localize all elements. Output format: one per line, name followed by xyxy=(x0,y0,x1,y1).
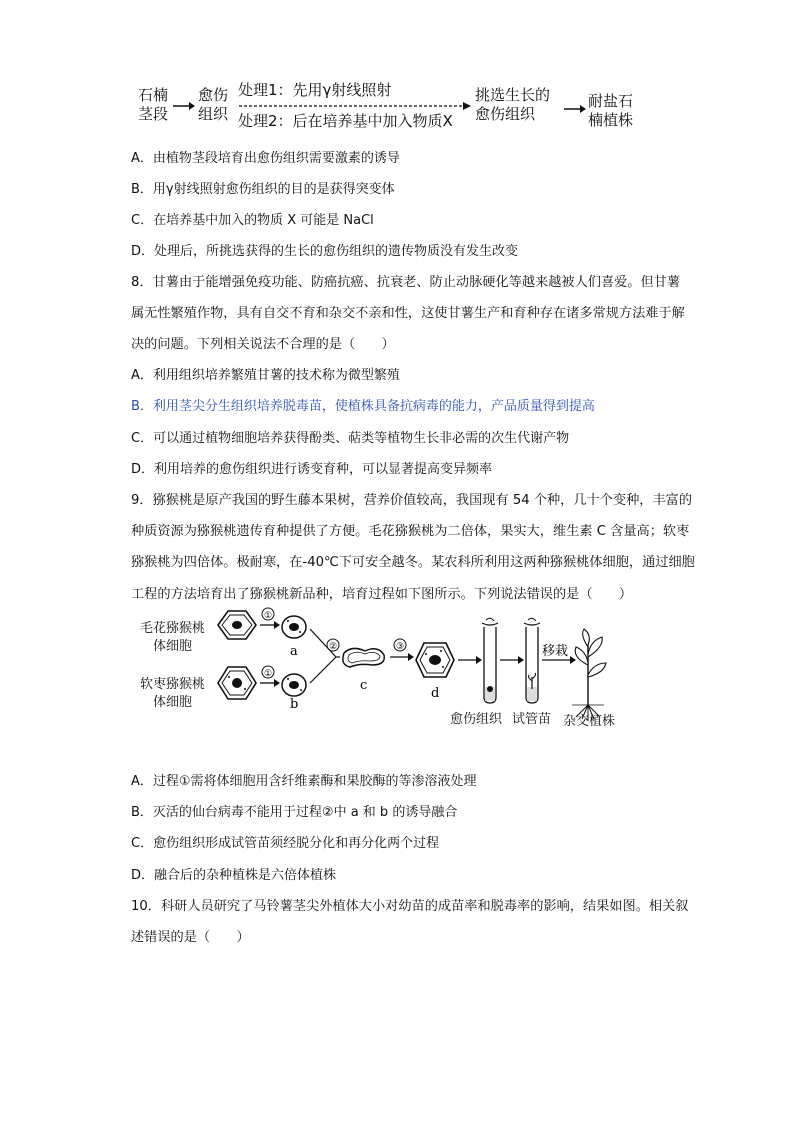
q9-stem-line-2: 种质资源为猕猴桃遗传育种提供了方便。毛花猕猴桃为二倍体，果实大，维生素 C 含量高；软枣 xyxy=(131,524,690,539)
step-1-top: ① xyxy=(264,611,273,621)
cell2-label: 软枣猕猴桃 体细胞 xyxy=(140,677,206,710)
plant-cell-1-icon xyxy=(218,611,256,639)
converge-line-bottom xyxy=(310,657,336,683)
plant-cell-2-icon xyxy=(218,667,256,699)
flow-callus: 愈伤 组织 xyxy=(198,86,229,123)
callus-label: 愈伤组织 xyxy=(450,712,503,727)
flow-selected: 挑选生长的 愈伤组织 xyxy=(475,86,551,123)
test-tube-callus-icon xyxy=(482,618,498,703)
q8-stem-line-1: 8．甘薯由于能增强免疫功能、防癌抗癌、抗衰老、防止动脉硬化等越来越被人们喜爱。但甘薯 xyxy=(131,275,681,290)
hybrid-plant-icon xyxy=(572,629,606,721)
label-c: c xyxy=(360,678,368,693)
label-b: b xyxy=(290,697,299,712)
arrowhead-icon xyxy=(518,656,524,664)
arrowhead-icon xyxy=(570,656,576,664)
q10-stem-line-1: 10．科研人员研究了马铃薯茎尖外植体大小对幼苗的成苗率和脱毒率的影响，结果如图。相关叙 xyxy=(131,899,689,914)
fused-cell-c-icon xyxy=(343,648,384,667)
q9-stem-line-3: 猕猴桃为四倍体。极耐寒，在-40℃下可安全越冬。某农科所利用这两种猕猴桃体细胞，通过细胞 xyxy=(131,555,695,570)
q7-option-c: C．在培养基中加入的物质 X 可能是 NaCl xyxy=(131,213,374,228)
step-2: ② xyxy=(329,642,338,652)
label-d: d xyxy=(431,686,440,701)
q9-option-a: A．过程①需将体细胞用含纤维素酶和果胶酶的等渗溶液处理 xyxy=(131,774,477,789)
test-tube-seedling-icon xyxy=(524,618,540,703)
q7-option-b: B．用γ射线照射愈伤组织的目的是获得突变体 xyxy=(131,182,395,197)
flow-treatment-1: 处理1：先用γ射线照射 xyxy=(238,81,392,99)
flow-start: 石楠 茎段 xyxy=(138,86,169,123)
q9-stem-line-4: 工程的方法培育出了猕猴桃新品种，培育过程如下图所示。下列说法错误的是（ ） xyxy=(131,587,633,602)
q9-option-d: D．融合后的杂种植株是六倍体植株 xyxy=(131,868,337,883)
arrow-icon xyxy=(172,100,196,112)
q8-option-a: A．利用组织培养繁殖甘薯的技术称为微型繁殖 xyxy=(131,368,400,383)
seedling-label: 试管苗 xyxy=(512,712,552,727)
label-a: a xyxy=(290,644,298,659)
dashed-arrow-icon xyxy=(238,100,474,112)
cell1-label: 毛花猕猴桃 体细胞 xyxy=(140,621,206,654)
transplant-label: 移栽 xyxy=(542,644,569,659)
arrow-icon xyxy=(563,103,587,115)
flow-treatment-2: 处理2：后在培养基中加入物质X xyxy=(238,112,453,130)
q7-option-a: A．由植物茎段培育出愈伤组织需要激素的诱导 xyxy=(131,151,400,166)
arrowhead-icon xyxy=(274,679,280,687)
protoplast-b-icon xyxy=(282,674,306,696)
q8-option-d: D．利用培养的愈伤组织进行诱变育种，可以显著提高变异频率 xyxy=(131,462,493,477)
q8-stem-line-2: 属无性繁殖作物，具有自交不育和杂交不亲和性，这使甘薯生产和育种存在诸多常规方法难于解 xyxy=(131,306,685,321)
protoplast-a-icon xyxy=(282,616,306,638)
q9-stem-line-1: 9．猕猴桃是原产我国的野生藤本果树，营养价值较高，我国现有 54 个种，几十个变种，丰富的 xyxy=(131,493,693,508)
arrowhead-icon xyxy=(476,656,482,664)
hybrid-plant-label: 杂交植株 xyxy=(563,714,616,729)
q9-option-b: B．灭活的仙台病毒不能用于过程②中 a 和 b 的诱导融合 xyxy=(131,805,458,820)
step-1-bottom: ① xyxy=(264,669,273,679)
q7-option-d: D．处理后，所挑选获得的生长的愈伤组织的遗传物质没有发生改变 xyxy=(131,244,519,259)
hybrid-cell-d-icon xyxy=(416,643,454,677)
q10-stem-line-2: 述错误的是（ ） xyxy=(131,930,250,945)
flow-result: 耐盐石 楠植株 xyxy=(588,92,634,129)
q8-option-b: B．利用茎尖分生组织培养脱毒苗，使植株具备抗病毒的能力，产品质量得到提高 xyxy=(131,399,595,414)
arrowhead-icon xyxy=(408,653,414,661)
q8-option-c: C．可以通过植物细胞培养获得酚类、萜类等植物生长非必需的次生代谢产物 xyxy=(131,431,570,446)
q8-stem-line-3: 决的问题。下列相关说法不合理的是（ ） xyxy=(131,337,395,352)
step-3: ③ xyxy=(396,642,405,652)
arrowhead-icon xyxy=(274,621,280,629)
q9-option-c: C．愈伤组织形成试管苗须经脱分化和再分化两个过程 xyxy=(131,836,440,851)
